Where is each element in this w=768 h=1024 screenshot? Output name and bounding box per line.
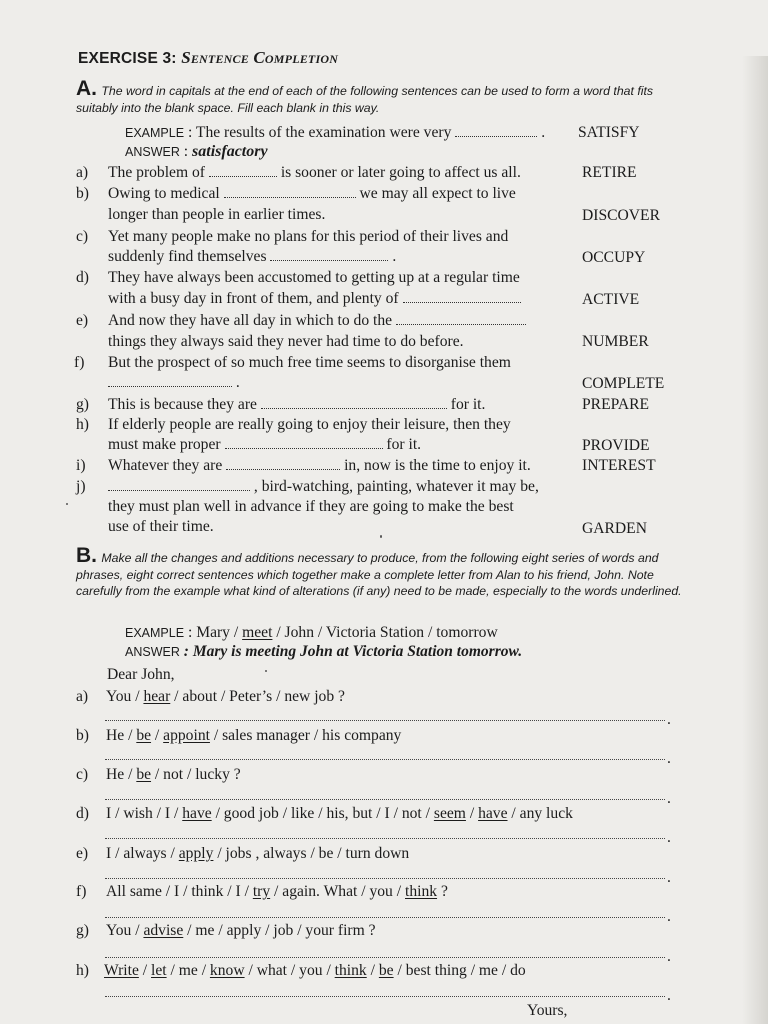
section-a-instructions [76, 77, 688, 117]
item-i-label: i) [76, 457, 86, 474]
b-item-g-label: g) [76, 922, 89, 939]
item-h-line1: If elderly people are really going to enjoy their leisure, then they [108, 416, 511, 433]
b-item-h-prompt: Write / let / me / know / what / you / think / be / best thing / me / do [104, 962, 526, 979]
b-item-c-answer-line[interactable] [105, 799, 665, 800]
section-a-example: EXAMPLE : The results of the examination were very . [125, 124, 546, 141]
scan-speck [265, 670, 267, 672]
b-item-c-label: c) [76, 766, 89, 783]
b-item-h-label: h) [76, 962, 89, 979]
b-item-f-label: f) [76, 883, 87, 900]
item-d-label: d) [76, 269, 89, 286]
b-item-b-answer-line[interactable] [105, 759, 665, 760]
b-item-h-answer-line[interactable] [105, 996, 665, 997]
item-e-line1: And now they have all day in which to do the [108, 312, 526, 330]
item-e-label: e) [76, 312, 89, 329]
item-c-word: OCCUPY [582, 249, 646, 266]
b-item-a-label: a) [76, 688, 89, 705]
item-f-label: f) [74, 354, 85, 371]
letter-greeting: Dear John, [107, 666, 175, 683]
b-item-f-prompt: All same / I / think / I / try / again. What / you / think ? [106, 883, 448, 900]
answer-text: satisfactory [192, 143, 268, 160]
example-word: SATISFY [578, 124, 640, 141]
item-a-sentence: The problem of is sooner or later going to affect us all. [108, 164, 521, 181]
item-e-word: NUMBER [582, 333, 649, 350]
section-b-instruction-text: Make all the changes and additions necessary to produce, from the following eight series of words and phrases, eight correct sentences which together make a complete letter from Alan to his friend, John. Note carefully from the example what kind of alterations (if any) need to be made, especially to the words underlined. [76, 551, 682, 598]
exercise-number: EXERCISE 3: [78, 50, 177, 67]
b-item-a-answer-line[interactable] [105, 720, 665, 721]
item-j-line3: use of their time. [108, 518, 214, 535]
section-b-example: EXAMPLE : Mary / meet / John / Victoria Station / tomorrow [125, 624, 498, 641]
item-a-word: RETIRE [582, 164, 637, 181]
section-a-answer: ANSWER : satisfactory [125, 143, 268, 160]
section-b-instructions [76, 544, 688, 600]
item-g-label: g) [76, 396, 89, 413]
b-item-d-answer-line[interactable] [105, 838, 665, 839]
blank[interactable] [225, 437, 383, 449]
answer-label: ANSWER [125, 145, 180, 159]
b-item-c-prompt: He / be / not / lucky ? [106, 766, 241, 783]
item-i-word: INTEREST [582, 457, 656, 474]
b-item-e-label: e) [76, 845, 89, 862]
worksheet-page: EXERCISE 3: Sentence Completion A. The word in capitals at the end of each of the following sentences can be used to form a word that fits suitably into the blank space. Fill each blank in this way. EXAMPLE : The results of the examination were very . SATISFY ANSWER : satisfactory a) The problem of is sooner or later going to affect us all. RETIRE b) Owing to medical we may all expect to live longer than people in earlier times. DISCOVER c) Yet many people make no plans for this period of their lives and suddenly find themselves . OCCUPY d) They have always been accustomed to getting up at a regular time with a busy day in front of them, and plenty of ACTIVE e) And now they have all day in which to do the things they always said they never had time to do before. NUMBER f) But the prospect of so much free time seems to disorganise them . COMPLETE g) This is because they are for it. PREPARE h) If elderly people are really going to enjoy their leisure, then they must make proper for it. PROVIDE i) Whatever they are in, now is the time to enjoy it. INTEREST j) , bird-watching, painting, whatever it may be, they must plan well in advance if they are going to make the best use of their time. GARDEN B. Make all the changes and additions necessary to produce, from the following eight series of words and phrases, eight correct sentences which together make a complete letter from Alan to his friend, John. Note carefully from the example what kind of alterations (if any) need to be made, especially to the words underlined. EXAMPLE : Mary / meet / John / Victoria Station / tomorrow ANSWER : Mary is meeting John at Victoria Station tomorrow. Dear John, a) You / hear / about / Peter’s / new job ? . b) He / be / appoint / sales manager / his company . c) He / be / not / lucky ? . d) I / wish / I / have / good job / like / his, but / I / not / seem / have / any luck . e) I / always / apply / jobs , always / be / turn down . f) All same / I / think / I / try / again. What / you / think ? . g) You / advise / me / apply / job / your firm ? . h) Write / let / me / know / what / you / think / be / best thing / me / do . Yours, [0, 0, 768, 1024]
blank[interactable] [270, 249, 388, 261]
item-b-label: b) [76, 185, 89, 202]
item-f-line2: . [108, 374, 240, 392]
item-i-sentence: Whatever they are in, now is the time to enjoy it. [108, 457, 531, 474]
item-d-word: ACTIVE [582, 291, 640, 308]
item-b-sentence: Owing to medical we may all expect to live [108, 185, 516, 202]
letter-closing: Yours, [527, 1002, 568, 1019]
b-item-g-answer-line[interactable] [105, 957, 665, 958]
item-e-line2: things they always said they never had time to do before. [108, 333, 464, 350]
b-item-e-prompt: I / always / apply / jobs , always / be / turn down [106, 845, 410, 862]
item-a-label: a) [76, 164, 89, 181]
item-g-word: PREPARE [582, 396, 650, 413]
blank[interactable] [108, 375, 232, 387]
section-a-instruction-text: The word in capitals at the end of each of the following sentences can be used to form a word that fits suitably into the blank space. Fill each blank in this way. [76, 84, 654, 115]
item-j-line1: , bird-watching, painting, whatever it may be, [108, 478, 539, 496]
scan-speck [66, 503, 68, 505]
blank[interactable] [261, 397, 447, 409]
scan-speck [380, 535, 382, 538]
b-item-b-prompt: He / be / appoint / sales manager / his company [106, 727, 402, 744]
item-j-line2: they must plan well in advance if they are going to make the best [108, 498, 514, 515]
item-f-word: COMPLETE [582, 375, 665, 392]
item-h-line2: must make proper for it. [108, 436, 422, 453]
section-b-answer [125, 643, 522, 661]
item-c-line1: Yet many people make no plans for this period of their lives and [108, 228, 509, 245]
section-a-letter: A. [76, 77, 97, 100]
b-item-a-prompt: You / hear / about / Peter’s / new job ? [106, 688, 345, 705]
b-item-f-answer-line[interactable] [105, 917, 665, 918]
example-label: EXAMPLE [125, 126, 185, 140]
item-h-label: h) [76, 416, 89, 433]
item-j-label: j) [76, 478, 86, 495]
item-b-line2: longer than people in earlier times. [108, 206, 326, 223]
item-j-word: GARDEN [582, 520, 647, 537]
exercise-title [78, 48, 338, 68]
blank[interactable] [226, 458, 340, 470]
blank[interactable] [396, 313, 526, 325]
b-item-b-label: b) [76, 727, 89, 744]
b-item-d-label: d) [76, 805, 89, 822]
b-item-g-prompt: You / advise / me / apply / job / your firm ? [106, 922, 376, 939]
blank[interactable] [224, 186, 356, 198]
blank[interactable] [403, 291, 521, 303]
blank[interactable] [108, 479, 250, 491]
b-item-d-prompt: I / wish / I / have / good job / like / his, but / I / not / seem / have / any luck [106, 805, 573, 822]
example-label: EXAMPLE [125, 626, 185, 640]
blank[interactable] [455, 125, 537, 137]
section-b-letter: B. [76, 544, 97, 567]
item-c-label: c) [76, 228, 89, 245]
item-b-word: DISCOVER [582, 207, 660, 224]
page-edge-shadow [742, 56, 768, 1024]
b-item-e-answer-line[interactable] [105, 878, 665, 879]
item-f-line1: But the prospect of so much free time seems to disorganise them [108, 354, 511, 371]
item-d-line1: They have always been accustomed to getting up at a regular time [108, 269, 520, 286]
item-d-line2: with a busy day in front of them, and plenty of [108, 290, 521, 308]
blank[interactable] [209, 165, 277, 177]
answer-label: ANSWER [125, 645, 180, 659]
item-g-sentence: This is because they are for it. [108, 396, 486, 413]
item-h-word: PROVIDE [582, 437, 650, 454]
exercise-name: Sentence Completion [181, 48, 339, 67]
example-text: : The results of the examination were very [187, 124, 452, 141]
item-c-line2: suddenly find themselves . [108, 248, 397, 265]
answer-text: : Mary is meeting John at Victoria Station tomorrow. [183, 643, 523, 660]
